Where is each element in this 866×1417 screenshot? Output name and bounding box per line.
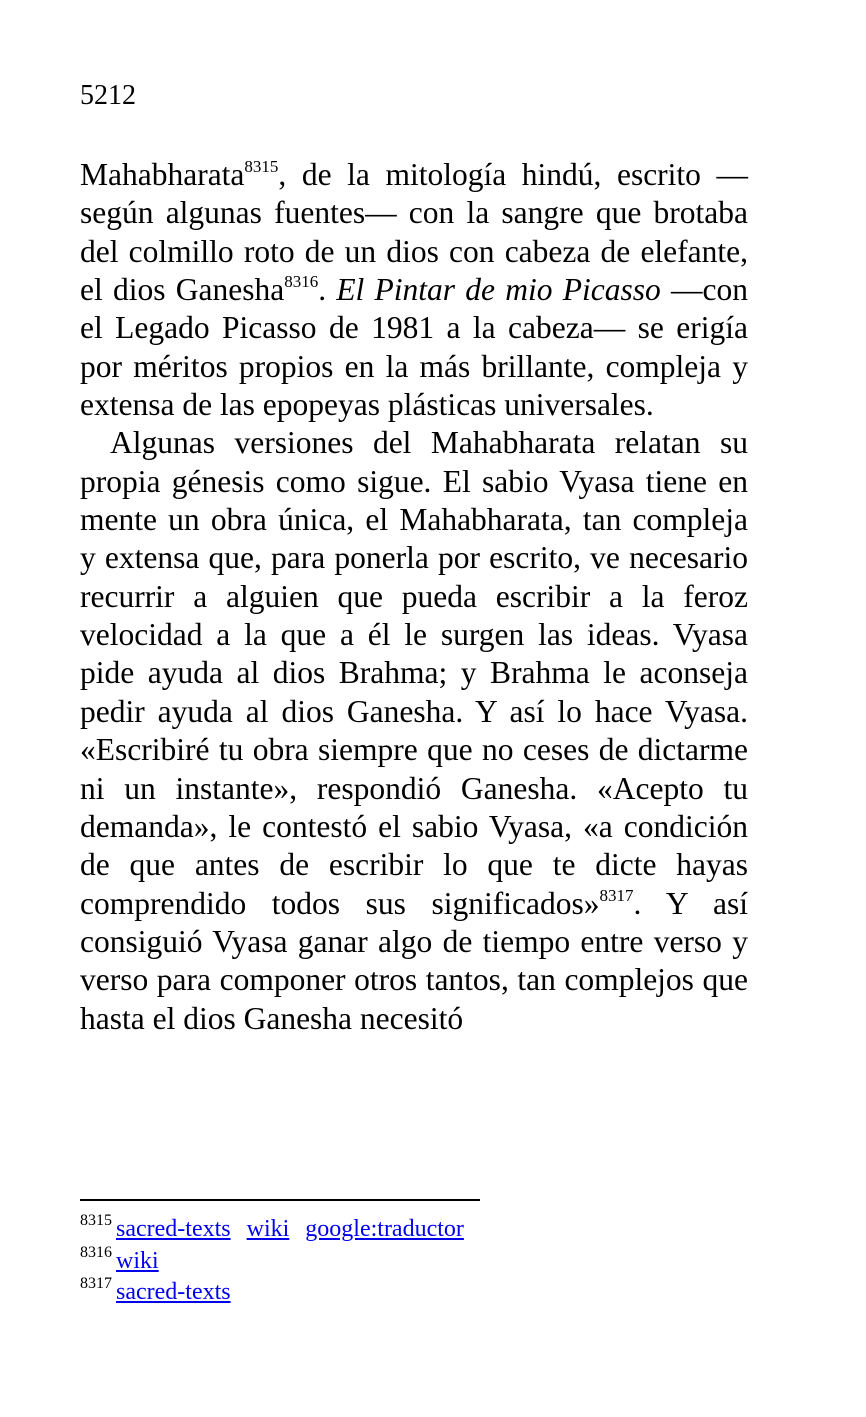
footnote-number: 8315 bbox=[80, 1212, 112, 1229]
footnote-divider bbox=[80, 1199, 480, 1201]
page-number: 5212 bbox=[80, 80, 136, 111]
body-text bbox=[80, 156, 748, 1038]
paragraph-1 bbox=[80, 156, 748, 424]
footnote-8316 bbox=[80, 1243, 480, 1278]
footnote-link-wiki[interactable]: wiki bbox=[116, 1247, 159, 1274]
footnote-link-wiki[interactable]: wiki bbox=[246, 1216, 290, 1242]
text-segment: Algunas versiones del Mahabharata relatan su propia génesis como sigue. El sabio Vyasa tiene en mente un obra única, el Mahabharata, tan compleja y extensa que, para ponerla por escrito, ve necesario recurrir a alguien que pueda escribir a la feroz velocidad a la que a él le surgen las ideas. Vyasa pide ayuda al dios Brahma; y Brahma le aconseja pedir ayuda al dios Ganesha. Y así lo hace Vyasa. «Escribiré tu obra siempre que no ceses de dictarme ni un instante», respondió Ganesha. «Acepto tu demanda», le contestó el sabio Vyasa, «a condición de que antes de escribir lo que te dicte hayas comprendido todos sus significados» bbox=[80, 425, 748, 921]
footnote-number: 8316 bbox=[80, 1243, 112, 1261]
text-segment: Mahabharata bbox=[80, 157, 245, 192]
italic-title: El Pintar de mio Picasso bbox=[336, 272, 661, 308]
paragraph-2 bbox=[80, 424, 748, 1038]
footnote-8317 bbox=[80, 1277, 480, 1309]
footnote-link-sacred-texts[interactable]: sacred-texts bbox=[116, 1279, 231, 1305]
text-segment: . Y así consiguió Vyasa ganar algo de tiempo entre verso y verso para componer otros tantos, tan complejos que hasta el dios Ganesha necesitó bbox=[80, 885, 748, 1036]
footnote-ref-8316[interactable]: 8316 bbox=[284, 272, 319, 292]
text-segment: . bbox=[318, 272, 337, 308]
footnote-ref-8317[interactable]: 8317 bbox=[599, 885, 634, 905]
text-segment: , de la mitología hindú, escrito —según algunas fuentes— con la sangre que brotaba del colmillo roto de un dios con cabeza de elefante, el dios Ganesha bbox=[80, 157, 748, 308]
footnote-number: 8317 bbox=[80, 1275, 112, 1292]
footnote-ref-8315[interactable]: 8315 bbox=[244, 157, 279, 176]
footnote-link-google-traductor[interactable]: google:traductor bbox=[305, 1216, 464, 1242]
text-segment: —con el Legado Picasso de 1981 a la cabeza— se erigía por méritos propios en la más brillante, compleja y extensa de las epopeyas plásticas universales. bbox=[80, 272, 748, 423]
footnote-link-sacred-texts[interactable]: sacred-texts bbox=[116, 1216, 231, 1242]
footnotes bbox=[80, 1214, 480, 1309]
footnote-8315 bbox=[80, 1214, 480, 1246]
